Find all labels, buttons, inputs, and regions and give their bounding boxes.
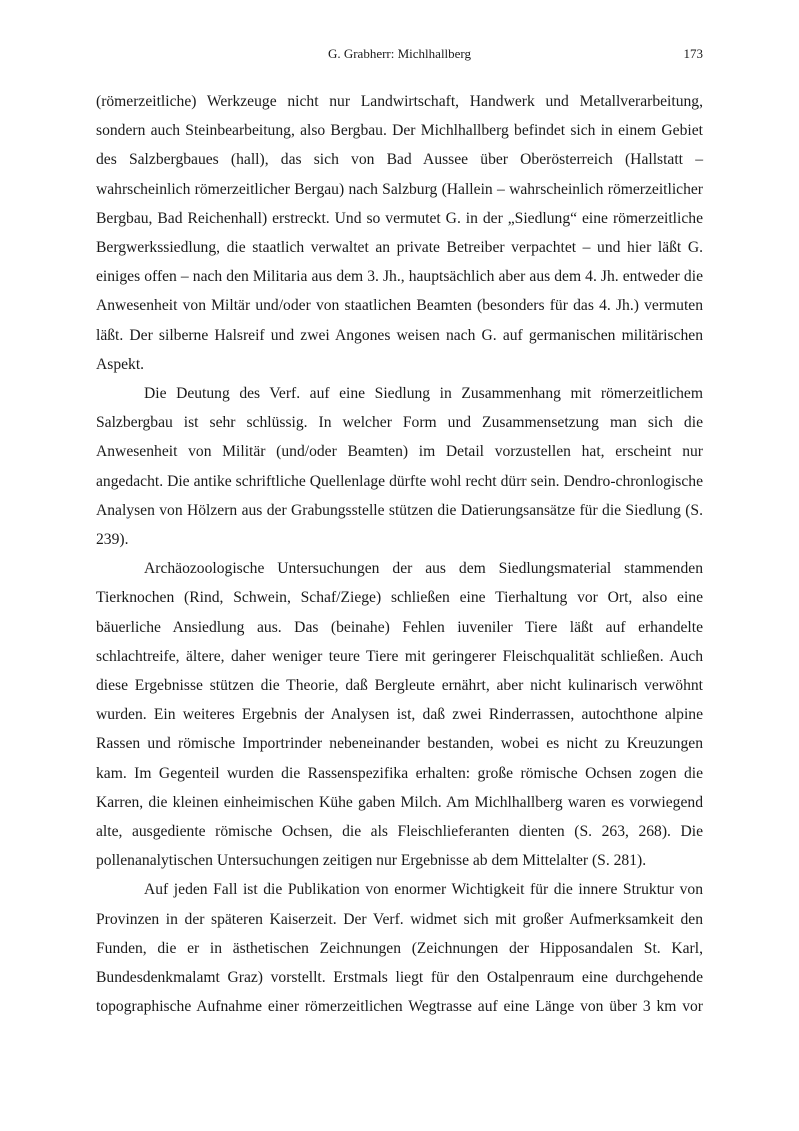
running-title: G. Grabherr: Michlhallberg	[327, 46, 472, 61]
paragraph-1: (römerzeitliche) Werkzeuge nicht nur Landwirtschaft, Handwerk und Metallverarbeitung, sondern auch Steinbearbeitung, also Bergbau. Der Michlhallberg befindet sich in einem Gebiet des Salzbergbaues (hall), das sich von Bad Aussee über Oberösterreich (Hallstatt – wahrscheinlich römerzeitlicher Bergau) nach Salzburg (Hallein – wahrscheinlich römerzeitlicher Bergbau, Bad Reichenhall) erstreckt. Und so vermutet G. in der „Siedlung“ eine römerzeitliche Bergwerkssiedlung, die staatlich verwaltet an private Betreiber verpachtet – und hier läßt G. einiges offen – nach den Militaria aus dem 3. Jh., hauptsächlich aber aus dem 4. Jh. entweder die Anwesenheit von Miltär und/oder von staatlichen Beamten (besonders für das 4. Jh.) vermuten läßt. Der silberne Halsreif und zwei Angones weisen nach G. auf germanischen militärischen Aspekt.	[96, 93, 703, 373]
running-header	[0, 46, 799, 66]
page-number: 173	[683, 46, 703, 61]
paragraph-3: Archäozoologische Untersuchungen der aus dem Siedlungsmaterial stammenden Tierknochen (Rind, Schwein, Schaf/Ziege) schließen eine Tierhaltung vor Ort, also eine bäuerliche Ansiedlung aus. Das (beinahe) Fehlen iuveniler Tiere läßt auf erhandelte schlachtreife, ältere, daher weniger teure Tiere mit geringerer Fleischqualität schließen. Auch diese Ergebnisse stützen die Theorie, daß Bergleute ernährt, aber nicht kulinarisch verwöhnt wurden. Ein weiteres Ergebnis der Analysen ist, daß zwei Rinderrassen, autochthone alpine Rassen und römische Importrinder nebeneinander bestanden, wobei es nicht zu Kreuzungen kam. Im Gegenteil wurden die Rassenspezifika erhalten: große römische Ochsen zogen die Karren, die kleinen einheimischen Kühe gaben Milch. Am Michlhallberg waren es vorwiegend alte, ausgediente römische Ochsen, die als Fleischlieferanten dienten (S. 263, 268). Die pollenanalytischen Untersuchungen zeitigen nur Ergebnisse ab dem Mittelalter (S. 281).	[96, 560, 703, 870]
body-text	[96, 87, 703, 1022]
paragraph-2: Die Deutung des Verf. auf eine Siedlung in Zusammenhang mit römerzeitlichem Salzbergbau ist sehr schlüssig. In welcher Form und Zusammensetzung man sich die Anwesenheit von Militär (und/oder Beamten) im Detail vorzustellen hat, erscheint nur angedacht. Die antike schriftliche Quellenlage dürfte wohl recht dürr sein. Dendro-chronlogische Analysen von Hölzern aus der Grabungsstelle stützen die Datierungsansätze für die Siedlung (S. 239).	[96, 385, 703, 549]
paragraph-4: Auf jeden Fall ist die Publikation von enormer Wichtigkeit für die innere Struktur von Provinzen in der späteren Kaiserzeit. Der Verf. widmet sich mit großer Aufmerksamkeit den Funden, die er in ästhetischen Zeichnungen (Zeichnungen der Hipposandalen St. Karl, Bundesdenkmalamt Graz) vorstellt. Erstmals liegt für den Ostalpenraum eine durchgehende topographische Aufnahme einer römerzeitlichen Wegtrasse auf eine Länge von über 3 km vor	[96, 881, 703, 1016]
